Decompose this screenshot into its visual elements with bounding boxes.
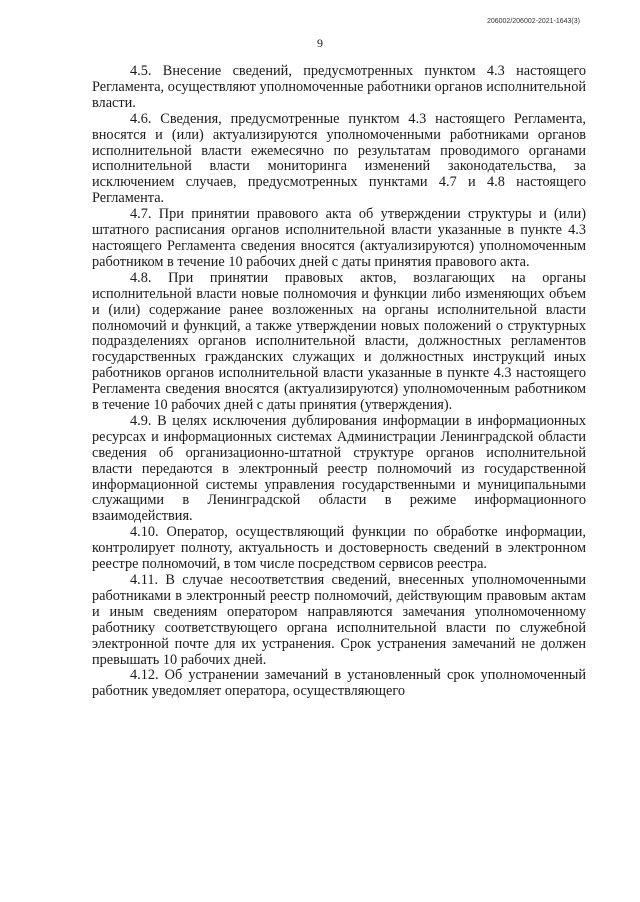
- document-id: 206002/206002-2021-1643(3): [486, 18, 580, 25]
- document-body: [92, 64, 586, 700]
- paragraph-4-11: 4.11. В случае несоответствия сведений, внесенных уполномоченными работниками в электронный реестр полномочий, действующим правовым актам и иным сведениям оператором направляются замечания уполномоченному работнику соответствующего органа исполнительной власти по служебной электронной почте для их устранения. Срок устранения замечаний не должен превышать 10 рабочих дней.: [92, 572, 586, 668]
- paragraph-4-12: 4.12. Об устранении замечаний в установленный срок уполномоченный работник уведомляет оператора, осуществляющего: [92, 667, 586, 700]
- paragraph-4-6: 4.6. Сведения, предусмотренные пунктом 4.3 настоящего Регламента, вносятся и (или) актуализируются уполномоченными работниками органов исполнительной власти ежемесячно по результатам проводимого органами исполнительной власти мониторинга изменений законодательства, за исключением случаев, предусмотренных пунктами 4.7 и 4.8 настоящего Регламента.: [92, 110, 586, 207]
- paragraph-4-10: 4.10. Оператор, осуществляющий функции по обработке информации, контролирует полноту, актуальность и достоверность сведений в электронном реестре полномочий, в том числе посредством сервисов реестра.: [92, 524, 586, 573]
- page-number: 9: [317, 36, 323, 50]
- paragraph-4-7: 4.7. При принятии правового акта об утверждении структуры и (или) штатного расписания органов исполнительной власти указанные в пункте 4.3 настоящего Регламента сведения вносятся (актуализируются) уполномоченным работником в течение 10 рабочих дней с даты принятия правового акта.: [92, 206, 586, 270]
- paragraph-4-5: 4.5. Внесение сведений, предусмотренных пунктом 4.3 настоящего Регламента, осуществляют уполномоченные работники органов исполнительной власти.: [92, 63, 586, 111]
- paragraph-4-8: 4.8. При принятии правовых актов, возлагающих на органы исполнительной власти новые полномочия и функции либо изменяющих объем и (или) содержание ранее возложенных на органы исполнительной власти полномочий и функций, а также утверждении новых положений о структурных подразделениях органов исполнительной власти, должностных регламентов государственных гражданских служащих и должностных инструкций иных работников органов исполнительной власти указанные в пункте 4.3 настоящего Регламента сведения вносятся (актуализируются) уполномоченным работником в течение 10 рабочих дней с даты принятия (утверждения).: [92, 269, 586, 414]
- paragraph-4-9: 4.9. В целях исключения дублирования информации в информационных ресурсах и информационных системах Администрации Ленинградской области сведения об организационно-штатной структуре органов исполнительной власти передаются в электронный реестр полномочий из государственной информационной системы управления государственными и муниципальными служащими в Ленинградской области в режиме информационного взаимодействия.: [92, 412, 586, 525]
